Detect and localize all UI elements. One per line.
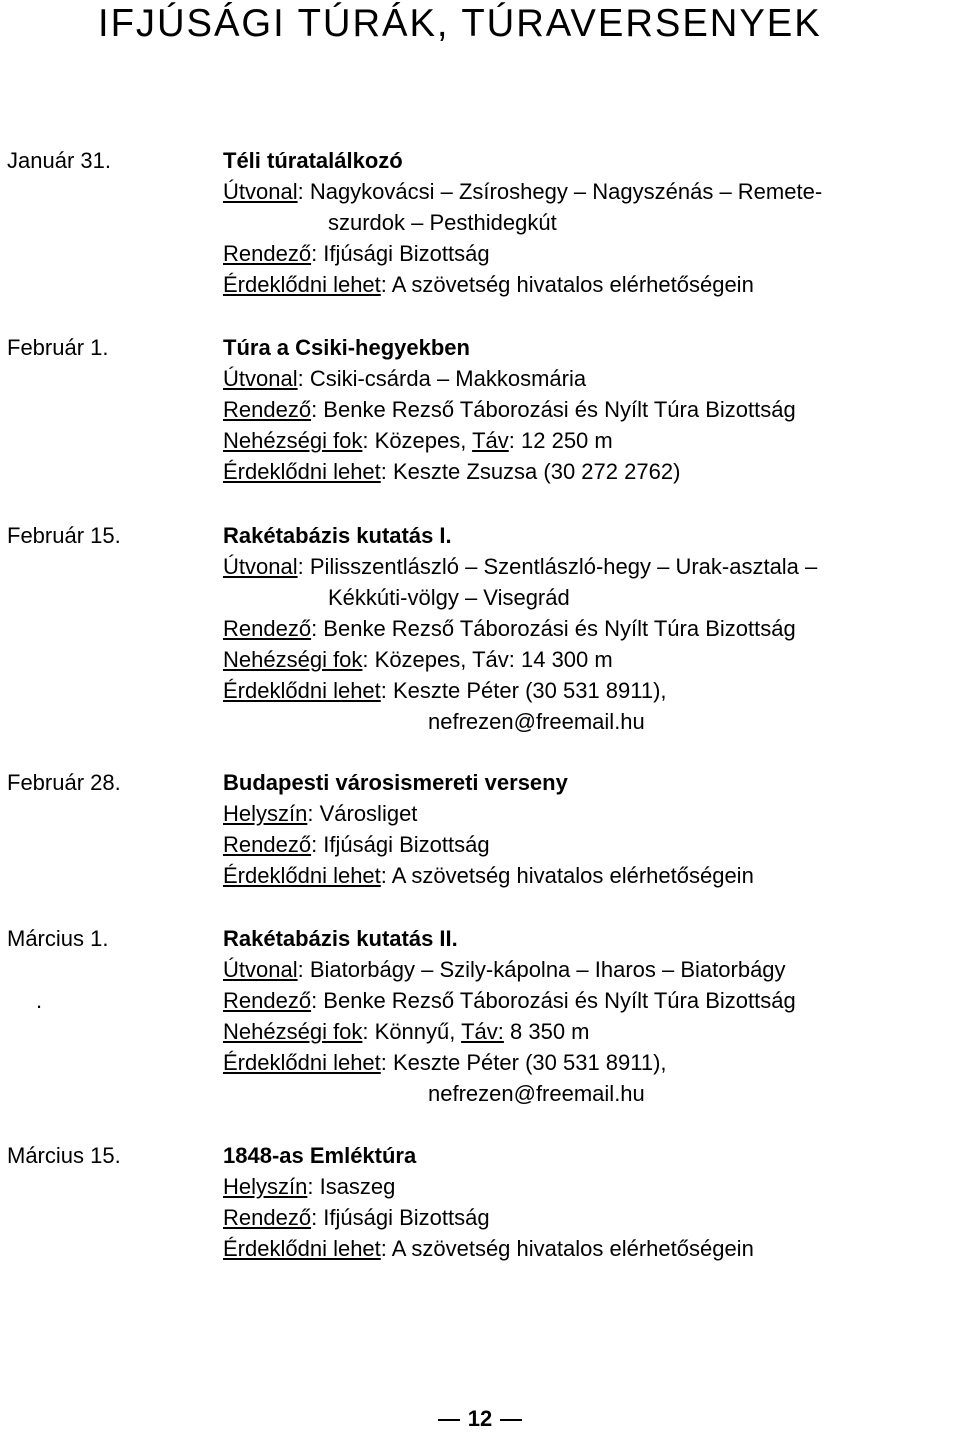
detail-label: Nehézségi fok — [223, 1019, 363, 1044]
detail-label: Nehézségi fok — [223, 647, 363, 672]
footer-dash-left — [438, 1419, 460, 1421]
event-detail-line — [223, 1236, 754, 1262]
detail-value: : Benke Rezső Táborozási és Nyílt Túra Bizottság — [311, 397, 796, 422]
event-detail-line — [223, 241, 490, 267]
detail-label: Rendező — [223, 397, 312, 422]
event-name: Rakétabázis kutatás I. — [223, 523, 452, 548]
detail-label: Rendező — [223, 1205, 312, 1230]
event-detail-line — [328, 210, 557, 236]
event-detail-line — [223, 1174, 395, 1200]
event-detail-line — [223, 832, 490, 858]
event-detail-line — [223, 988, 796, 1014]
detail-value: : Városliget — [307, 801, 418, 826]
detail-label: Helyszín — [223, 801, 308, 826]
detail-label: Érdeklődni lehet — [223, 1236, 381, 1261]
event-detail-line — [223, 863, 754, 889]
event-name: Rakétabázis kutatás II. — [223, 926, 458, 951]
detail-value: : A szövetség hivatalos elérhetőségein — [380, 863, 754, 888]
detail-label: Rendező — [223, 832, 312, 857]
event-detail-line — [428, 709, 645, 735]
event-detail-line — [223, 1019, 590, 1045]
detail-value: : Keszte Zsuzsa (30 272 2762) — [380, 459, 681, 484]
detail-value: : Közepes, — [362, 428, 473, 453]
detail-label: Útvonal — [223, 366, 298, 391]
detail-label: Helyszín — [223, 1174, 308, 1199]
event-date: Február 15. — [7, 523, 121, 548]
detail-value: : Ifjúsági Bizottság — [311, 832, 490, 857]
footer-dash-right — [500, 1419, 522, 1421]
page-title: IFJÚSÁGI TÚRÁK, TÚRAVERSENYEK — [98, 2, 822, 45]
detail-label: Rendező — [223, 616, 312, 641]
page-number-footer — [0, 1406, 960, 1432]
event-name: Budapesti városismereti verseny — [223, 770, 568, 795]
detail-value: : A szövetség hivatalos elérhetőségein — [380, 1236, 754, 1261]
event-detail-line — [328, 585, 570, 611]
detail-value: : Közepes, Táv: 14 300 m — [362, 647, 613, 672]
detail-value: : Keszte Péter (30 531 8911), — [380, 678, 667, 703]
detail-label: Érdeklődni lehet — [223, 1050, 381, 1075]
detail-value: : Ifjúsági Bizottság — [311, 1205, 490, 1230]
detail-continuation: Kékkúti-völgy – Visegrád — [328, 585, 570, 610]
event-date-extra: . — [36, 988, 43, 1013]
detail-continuation: szurdok – Pesthidegkút — [328, 210, 557, 235]
event-date: Január 31. — [7, 148, 111, 173]
detail-value: : Csiki-csárda – Makkosmária — [297, 366, 587, 391]
detail-label: Érdeklődni lehet — [223, 863, 381, 888]
event-date: Március 15. — [7, 1143, 121, 1168]
detail-value: : Biatorbágy – Szily-kápolna – Iharos – Biatorbágy — [297, 957, 786, 982]
event-detail-line — [223, 801, 417, 827]
detail-value: : Keszte Péter (30 531 8911), — [380, 1050, 667, 1075]
event-detail-line — [223, 459, 680, 485]
detail-label: Érdeklődni lehet — [223, 272, 381, 297]
detail-label: Érdeklődni lehet — [223, 678, 381, 703]
detail-continuation: nefrezen@freemail.hu — [428, 709, 645, 734]
detail-label: Táv — [472, 428, 509, 453]
detail-label: Útvonal — [223, 554, 298, 579]
event-name: Túra a Csiki-hegyekben — [223, 335, 470, 360]
event-name: 1848-as Emléktúra — [223, 1143, 417, 1168]
event-detail-line — [223, 428, 613, 454]
event-detail-line — [223, 647, 613, 673]
detail-value: : Pilisszentlászló – Szentlászló-hegy – Urak-asztala – — [297, 554, 818, 579]
event-detail-line — [223, 678, 667, 704]
event-detail-line — [223, 366, 586, 392]
detail-value: : Ifjúsági Bizottság — [311, 241, 490, 266]
detail-label: Rendező — [223, 241, 312, 266]
event-detail-line — [223, 179, 822, 205]
detail-value: 8 350 m — [503, 1019, 590, 1044]
event-date: Február 1. — [7, 335, 109, 360]
detail-label: Táv: — [461, 1019, 504, 1044]
event-detail-line — [428, 1081, 645, 1107]
event-detail-line — [223, 1050, 667, 1076]
event-name: Téli túratalálkozó — [223, 148, 403, 173]
detail-value: : A szövetség hivatalos elérhetőségein — [380, 272, 754, 297]
event-detail-line — [223, 272, 754, 298]
event-detail-line — [223, 397, 796, 423]
page-number: 12 — [467, 1406, 493, 1431]
detail-value: : Nagykovácsi – Zsíroshegy – Nagyszénás – Remete- — [297, 179, 823, 204]
detail-label: Nehézségi fok — [223, 428, 363, 453]
detail-value: : Könnyű, — [362, 1019, 462, 1044]
event-date: Február 28. — [7, 770, 121, 795]
detail-value: : Benke Rezső Táborozási és Nyílt Túra Bizottság — [311, 616, 796, 641]
detail-continuation: nefrezen@freemail.hu — [428, 1081, 645, 1106]
detail-label: Rendező — [223, 988, 312, 1013]
detail-label: Útvonal — [223, 179, 298, 204]
event-detail-line — [223, 957, 786, 983]
detail-value: : 12 250 m — [508, 428, 613, 453]
detail-label: Érdeklődni lehet — [223, 459, 381, 484]
detail-label: Útvonal — [223, 957, 298, 982]
detail-value: : Isaszeg — [307, 1174, 396, 1199]
event-date: Március 1. — [7, 926, 109, 951]
detail-value: : Benke Rezső Táborozási és Nyílt Túra Bizottság — [311, 988, 796, 1013]
event-detail-line — [223, 554, 817, 580]
event-detail-line — [223, 1205, 490, 1231]
event-detail-line — [223, 616, 796, 642]
